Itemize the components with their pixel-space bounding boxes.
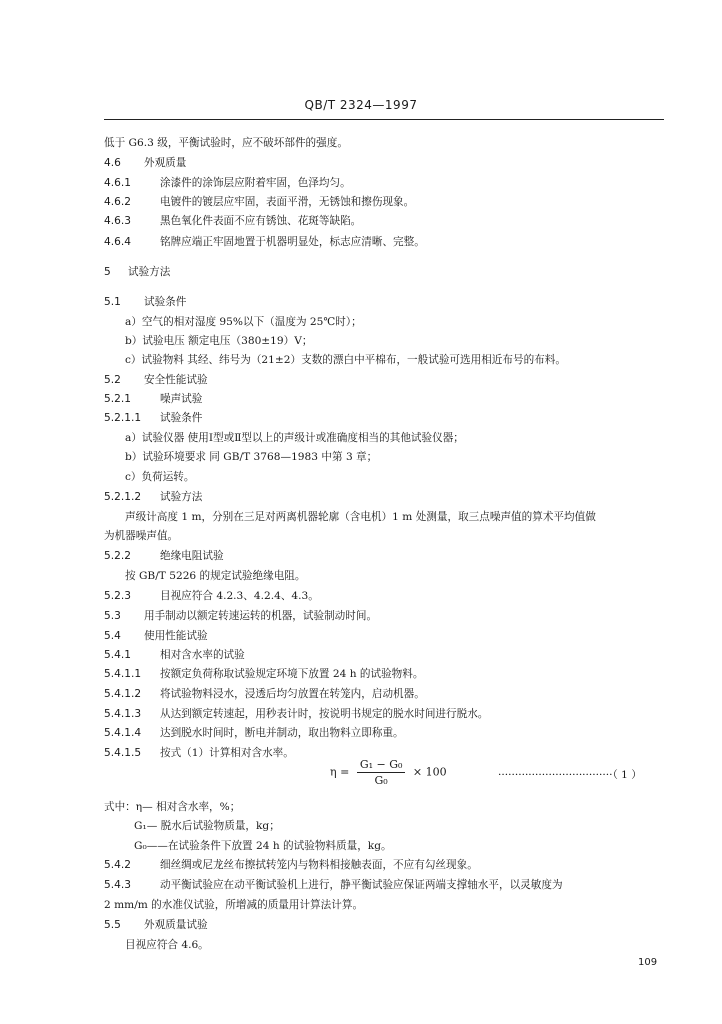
clause-number: 5.2.2 — [104, 550, 131, 562]
clause-text: G₀——在试验条件下放置 24 h 的试验物料质量，kg。 — [134, 840, 392, 852]
clause-text: 噪声试验 — [160, 393, 203, 405]
formula-leader — [498, 767, 642, 782]
text-line — [125, 431, 464, 445]
clause-text: 涂漆件的涂饰层应附着牢固，色泽均匀。 — [160, 177, 351, 189]
clause-text: 黑色氧化件表面不应有锈蚀、花斑等缺陷。 — [160, 215, 362, 227]
clause-text: 目视应符合 4.6。 — [125, 939, 209, 951]
clause-text: 式中：η— 相对含水率，%； — [104, 801, 241, 813]
clause-number: 5.4.1.1 — [104, 668, 142, 680]
clause-text: G₁— 脱水后试验物质量，kg； — [134, 820, 280, 832]
clause-text: b）试验电压 额定电压（380±19）V； — [125, 335, 313, 347]
text-line — [104, 707, 488, 721]
text-line — [104, 589, 319, 603]
clause-text: 按额定负荷称取试验规定环境下放置 24 h 的试验物料。 — [160, 668, 424, 680]
clause-text: 安全性能试验 — [144, 374, 208, 386]
clause-number: 5.4 — [104, 630, 121, 642]
clause-text: 试验方法 — [128, 266, 171, 278]
text-line — [125, 315, 362, 329]
clause-text: 从达到额定转速起，用秒表计时，按说明书规定的脱水时间进行脱水。 — [160, 708, 489, 720]
text-line — [134, 839, 392, 853]
text-line — [104, 898, 363, 912]
clause-text: 将试验物料浸水，浸透后均匀放置在转笼内，启动机器。 — [160, 688, 425, 700]
text-line — [104, 609, 377, 623]
text-line — [104, 373, 208, 387]
text-line — [125, 353, 566, 367]
clause-number: 5.3 — [104, 610, 121, 622]
clause-text: 为机器噪声值。 — [104, 530, 179, 542]
text-line — [104, 746, 294, 760]
clause-text: 电镀件的镀层应牢固，表面平滑，无锈蚀和擦伤现象。 — [160, 196, 415, 208]
clause-text: 试验方法 — [160, 491, 203, 503]
clause-text: 声级计高度 1 m，分别在三足对两离机器轮廓（含电机）1 m 处测量，取三点噪声值的算术平均值做 — [125, 511, 596, 523]
formula-lhs: η = — [330, 765, 350, 779]
clause-text: 按式（1）计算相对含水率。 — [160, 747, 294, 759]
clause-number: 5.4.1.5 — [104, 747, 142, 759]
text-line — [104, 490, 202, 504]
clause-number: 5.5 — [104, 919, 121, 931]
clause-number: 5.2.1 — [104, 393, 131, 405]
text-line — [104, 235, 425, 249]
text-line — [125, 569, 305, 583]
clause-number: 4.6.3 — [104, 215, 131, 227]
clause-number: 5.2.3 — [104, 590, 131, 602]
clause-text: 细丝绸或尼龙丝布擦拭转笼内与物料相接触表面，不应有勾丝现象。 — [160, 859, 478, 871]
clause-number: 4.6 — [104, 157, 121, 169]
text-line — [104, 878, 563, 892]
text-line — [104, 918, 208, 932]
page-number: 109 — [638, 957, 658, 968]
clause-text: 按 GB/T 5226 的规定试验绝缘电阻。 — [125, 570, 306, 582]
clause-number: 5.2 — [104, 374, 121, 386]
text-line — [104, 726, 404, 740]
document-header: QB/T 2324—1997 — [304, 98, 418, 112]
clause-number: 5.1 — [104, 296, 121, 308]
clause-text: c）试验物料 其经、纬号为（21±2）支数的漂白中平棉布，一般试验可选用相近布号的布料。 — [125, 354, 566, 366]
text-line — [104, 629, 208, 643]
text-line — [104, 176, 351, 190]
text-line — [104, 195, 414, 209]
text-line — [125, 938, 209, 952]
text-line — [104, 411, 202, 425]
text-line — [104, 667, 423, 681]
clause-number: 5.4.2 — [104, 859, 131, 871]
clause-number: 4.6.2 — [104, 196, 131, 208]
formula-numerator: G₁ − G₀ — [357, 758, 406, 773]
clause-text: a）试验仪器 使用Ⅰ型或Ⅱ型以上的声级计或准确度相当的其他试验仪器； — [125, 432, 464, 444]
clause-text: 相对含水率的试验 — [160, 649, 245, 661]
clause-number: 4.6.1 — [104, 177, 131, 189]
clause-number: 5.2.1.2 — [104, 491, 142, 503]
clause-number: 5.4.1.3 — [104, 708, 142, 720]
clause-text: 试验条件 — [160, 412, 203, 424]
text-line — [125, 450, 377, 464]
text-line — [125, 470, 195, 484]
formula-rhs: × 100 — [412, 765, 447, 779]
text-line — [104, 858, 478, 872]
clause-number: 5 — [104, 266, 111, 278]
formula-fraction — [357, 758, 406, 787]
formula-1 — [330, 758, 447, 790]
formula-leader-dots: ·································· — [498, 769, 613, 781]
clause-text: 目视应符合 4.2.3、4.2.4、4.3。 — [160, 590, 319, 602]
clause-text: 外观质量 — [144, 157, 187, 169]
text-line — [104, 648, 245, 662]
formula-label: （ 1 ） — [612, 769, 642, 781]
header-rule — [104, 119, 664, 120]
clause-number: 5.4.3 — [104, 879, 131, 891]
clause-text: 绝缘电阻试验 — [160, 550, 224, 562]
text-line — [125, 510, 596, 524]
clause-number: 5.2.1.1 — [104, 412, 142, 424]
clause-text: c）负荷运转。 — [125, 471, 195, 483]
clause-text: b）试验环境要求 同 GB/T 3768—1983 中第 3 章； — [125, 451, 378, 463]
formula-denominator: G₀ — [374, 774, 388, 787]
text-line — [104, 265, 170, 279]
text-line — [104, 136, 348, 150]
text-line — [104, 156, 186, 170]
text-line — [104, 529, 178, 543]
text-line — [104, 800, 240, 814]
text-line — [125, 334, 313, 348]
text-line — [134, 819, 280, 833]
clause-text: 用手制动以额定转速运转的机器，试验制动时间。 — [144, 610, 378, 622]
clause-text: 低于 G6.3 级，平衡试验时，应不破坏部件的强度。 — [104, 137, 348, 149]
clause-number: 4.6.4 — [104, 236, 131, 248]
clause-text: 试验条件 — [144, 296, 187, 308]
clause-text: 外观质量试验 — [144, 919, 208, 931]
clause-number: 5.4.1.4 — [104, 727, 142, 739]
text-line — [104, 214, 361, 228]
text-line — [104, 549, 224, 563]
text-line — [104, 687, 425, 701]
clause-text: 使用性能试验 — [144, 630, 208, 642]
clause-number: 5.4.1 — [104, 649, 131, 661]
clause-text: 达到脱水时间时，断电并制动，取出物料立即称重。 — [160, 727, 404, 739]
text-line — [104, 295, 186, 309]
clause-number: 5.4.1.2 — [104, 688, 142, 700]
clause-text: 2 mm/m 的水准仪试验，所增减的质量用计算法计算。 — [104, 899, 364, 911]
clause-text: 动平衡试验应在动平衡试验机上进行，静平衡试验应保证两端支撑轴水平，以灵敏度为 — [160, 879, 563, 891]
text-line — [104, 392, 202, 406]
clause-text: 铭牌应端正牢固地置于机器明显处，标志应清晰、完整。 — [160, 236, 425, 248]
clause-text: a）空气的相对湿度 95%以下（温度为 25℃时）； — [125, 316, 362, 328]
